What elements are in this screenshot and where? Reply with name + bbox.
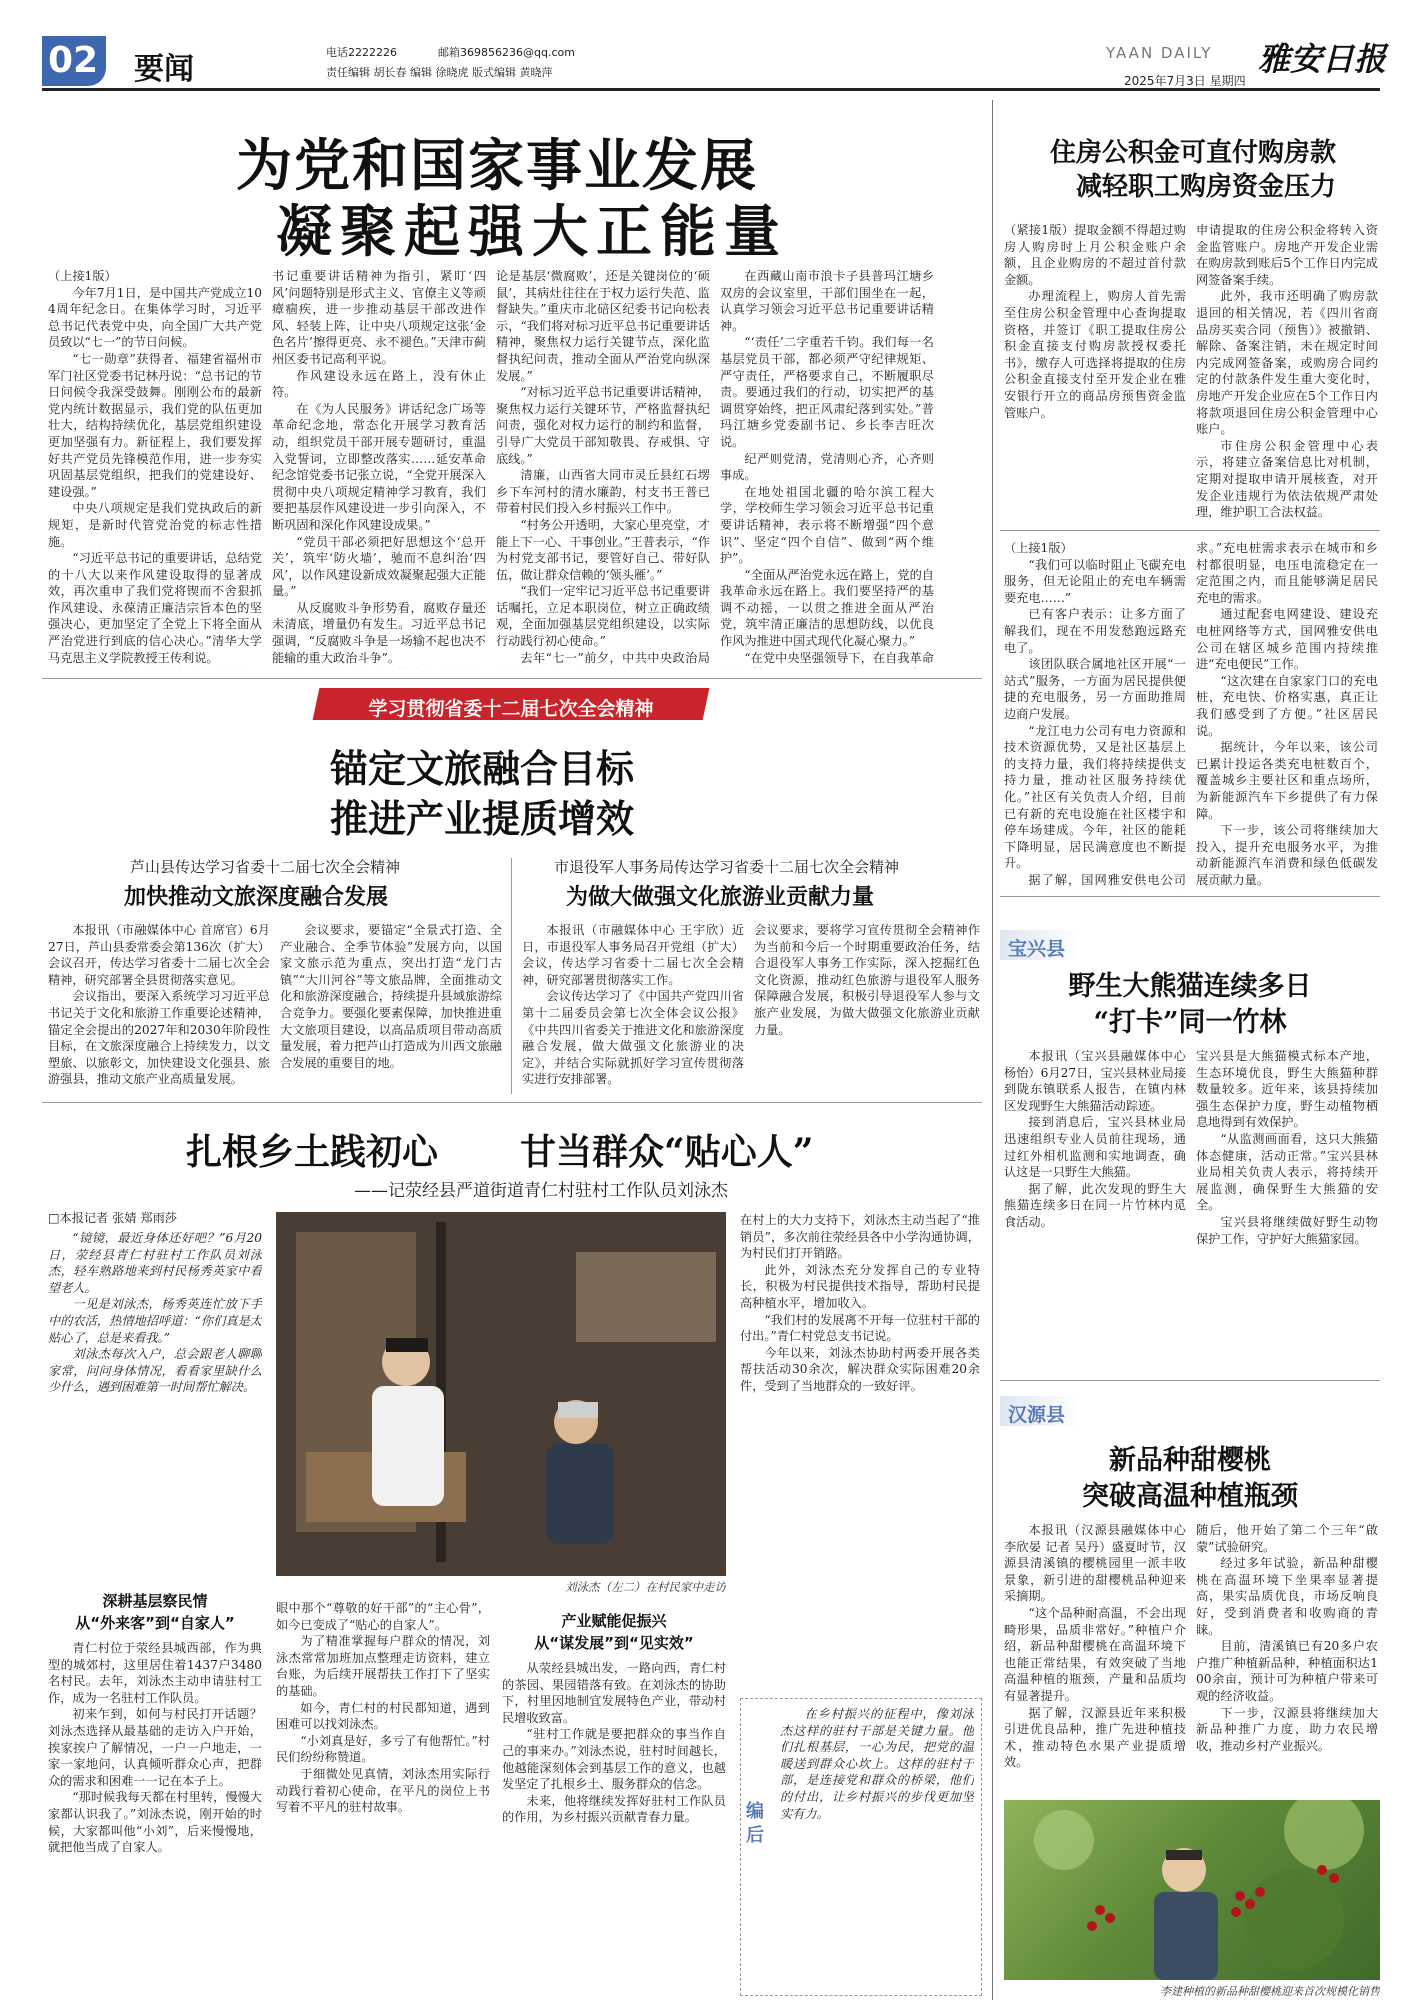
a5-column-1: 青仁村位于荥经县城西部，作为典型的城郊村，这里居住着1437户3480名村民。去年，刘泳杰主动申请驻村工作，成为一名驻村工作队员。 初来乍到，如何与村民打开话题？刘泳杰选择从最基础的走访入户开始，挨家挨户了解情况，一户一户地走，一家一家地问，认真倾听群众心声，把群众的需求和困难一一记在本子上。 “那时候我每天都在村里转，慢慢大家都认识我了。”刘泳杰说，刚开始的时候，大家都叫他“小刘”，后来慢慢地，就把他当成了自家人。	[48, 1641, 262, 1855]
a5-section2-head-a: 产业赋能促振兴	[561, 1612, 667, 1630]
a7-column-1: 本报讯（汉源县融媒体中心 李欣晏 记者 吴丹）盛夏时节，汉源县清溪镇的樱桃园里一派丰收景象，新引进的甜樱桃品种迎来采摘期。 “这个品种耐高温，不会出现畸形果，品质非常好。”种植户介绍，新品种甜樱桃在高温环境下也能正常结果，有效突破了当地高温种植的瓶颈，产量和品质均有显著提升。 据了解，汉源县近年来积极引进优良品种，推广先进种植技术，推动特色水果产业提质增效。	[1004, 1523, 1186, 1770]
a4-left-headline: 加快推动文旅深度融合发展	[124, 884, 389, 910]
a5-lead: “镜镜，最近身体还好吧？”6月20日，荥经县青仁村驻村工作队员刘泳杰，轻车熟路地来到村民杨秀英家中看望老人。 一见是刘泳杰，杨秀英连忙放下手中的农活，热情地招呼道：“你们真是太贴心了，总是来看我。” 刘泳杰每次入户，总会跟老人聊聊家常，问问身体情况，看看家里缺什么少什么，遇到困难第一时间帮忙解决。	[48, 1231, 262, 1395]
phone: 电话2222226	[326, 46, 397, 59]
a6-headline-line1: 野生大熊猫连续多日	[1068, 971, 1312, 1002]
a1-column-4: 在西藏山南市浪卡子县普玛江塘乡双房的会议室里，干部们围坐在一起，认真学习领会习近平总书记重要讲话精神。 “‘责任’二字重若千钧。我们每一名基层党员干部，都必须严守纪律规矩、严守责任，严格要求自己，不断履职尽责。要通过我们的行动，切实把严的基调贯穿始终，把正风肃纪落到实处。”普玛江塘乡党委副书记、乡长李吉旺次说。 纪严则党清，党清则心齐，心齐则事成。 在地处祖国北疆的哈尔滨工程大学，学校师生学习领会习近平总书记重要讲话精神，表示将不断增强“四个意识”、坚定“四个自信”、做到“两个维护”。 “全面从严治党永远在路上，党的自我革命永远在路上。我们要坚持严的基调不动摇，一以贯之推进全面从严治党，筑牢清正廉洁的思想防线，以优良作风为推进中国式现代化凝心聚力。” “在党中央坚强领导下，在自我革命	[720, 269, 934, 665]
page-number: 02	[48, 40, 99, 81]
a5-section1-head-a: 深耕基层察民情	[102, 1592, 208, 1610]
a5-editor-note-label: 编后	[746, 1801, 764, 1846]
a7-photo-caption: 李建种植的新品种甜樱桃迎来首次规模化销售	[1160, 1985, 1380, 1998]
a2-column-1: （紧接1版）提取金额不得超过购房人购房时上月公积金账户余额，且企业购房的不超过首付款金额。 办理流程上，购房人首先需至住房公积金管理中心查询提取资格，并签订《职工提取住房公积金直接支付购房款授权委托书》，缴存人可选择将提取的住房公积金直接支付至开发企业在雅安银行开立的商品房预售资金监管账户。	[1004, 223, 1186, 420]
a3-bottom-rule	[1000, 896, 1380, 897]
a7-place: 汉源县	[1008, 1404, 1066, 1426]
a1-column-3: 论是基层‘微腐败’，还是关键岗位的‘硕鼠’，其病灶往往在于权力运行失范、监督缺失。”重庆市北碚区纪委书记向松表示，“我们将对标习近平总书记重要讲话精神，聚焦权力运行关键节点，深化监督执纪问责，推动全面从严治党向纵深发展。” “对标习近平总书记重要讲话精神，聚焦权力运行关键环节，严格监督执纪问责，强化对权力运行的制约和监督，引导广大党员干部知敬畏、存戒惧、守底线。” 清廉，山西省大同市灵丘县红石塄乡下车河村的清水廉韵，村支书王普已带着村民们投入乡村振兴工作中。 “村务公开透明，大家心里亮堂，才能上下一心、干事创业。”王普表示，“作为村党支部书记，要管好自己、带好队伍，做让群众信赖的‘领头雁’。” “我们一定牢记习近平总书记重要讲话嘱托，立足本职岗位，树立正确政绩观，全面加强基层党组织建设，以实际行动践行初心使命。” 去年“七一”前夕，中共中央政治局	[496, 269, 710, 665]
village-visit-illustration	[276, 1212, 726, 1576]
a5-column-4: 从荥经县城出发，一路向西，青仁村的茶园、果园错落有致。在刘泳杰的协助下，村里因地制宜发展特色产业，带动村民增收致富。 “驻村工作就是要把群众的事当作自己的事来办。”刘泳杰说，驻村时间越长，他越能深刻体会到基层工作的意义，也越发坚定了扎根乡土、服务群众的信念。 未来，他将继续发挥好驻村工作队员的作用，为乡村振兴贡献青春力量。	[502, 1661, 726, 1825]
a2-headline-line1: 住房公积金可直付购房款	[1050, 138, 1337, 168]
masthead-rule	[42, 88, 1380, 91]
a1-headline-line2: 凝聚起强大正能量	[276, 199, 788, 265]
paper-name-en: YAAN DAILY	[1106, 44, 1213, 62]
a5-photo-caption: 刘泳杰（左二）在村民家中走访	[565, 1580, 726, 1594]
a5-subtitle: ——记荥经县严道街道青仁村驻村工作队员刘泳杰	[354, 1181, 728, 1201]
a3-column-2: 求。”充电桩需求表示在城市和乡村都很明显，电压电流稳定在一定范围之内，而且能够满足居民充电的需求。 通过配套电网建设、建设充电桩网络等方式，国网雅安供电公司在辖区城乡范围内持续推进“充电便民”工作。 “这次建在自家家门口的充电桩，充电快、价格实惠，真正让我们感受到了方便。”社区居民说。 据统计，今年以来，该公司已累计投运各类充电桩数百个，覆盖城乡主要社区和重点场所，为新能源汽车下乡提供了有力保障。 下一步，该公司将继续加大投入，提升充电服务水平，为推动新能源汽车消费和绿色低碳发展贡献力量。	[1196, 541, 1378, 887]
cherry-scene-illustration	[1004, 1800, 1380, 1980]
a7-headline-line2: 突破高温种植瓶颈	[1082, 1481, 1298, 1512]
a4-banner-text: 学习贯彻省委十二届七次全会精神	[368, 698, 654, 720]
a4-right-column-2: 会议要求，要将学习宣传贯彻全会精神作为当前和今后一个时期重要政治任务，结合退役军人事务工作实际，深入挖掘红色文化资源，推动红色旅游与退役军人服务保障融合发展，积极引导退役军人参与文旅产业发展，为做大做强文化旅游业贡献力量。	[754, 923, 980, 1037]
a2-headline-line2: 减轻职工购房资金压力	[1076, 172, 1337, 202]
vertical-divider-right	[992, 100, 993, 2000]
a6-column-2: 宝兴县是大熊猫模式标本产地，生态环境优良，野生大熊猫种群数量较多。近年来，该县持续加强生态保护力度，野生动植物栖息地得到有效保护。 “从监测画面看，这只大熊猫体态健康，活动正常。”宝兴县林业局相关负责人表示，将持续开展监测，确保野生大熊猫的安全。 宝兴县将继续做好野生动物保护工作，守护好大熊猫家园。	[1196, 1049, 1378, 1246]
a4-left-column-2: 会议要求，要锚定“全景式打造、全产业融合、全季节体验”发展方向，以国家文旅示范为重点，突出打造“龙门古镇”“大川河谷”等文旅品牌，全面推动文化和旅游深度融合，持续提升县域旅游综合竞争力。要强化要素保障，加快推进重大文旅项目建设，以高品质项目带动高质量发展，着力把芦山打造成为川西文旅融合发展的重要目的地。	[280, 923, 502, 1070]
email: 邮箱369856236@qq.com	[438, 46, 575, 59]
a4-right-headline: 为做大做强文化旅游业贡献力量	[566, 884, 875, 910]
section-title: 要闻	[134, 52, 194, 87]
a4-right-column-1: 本报讯（市融媒体中心 王宇欣）近日，市退役军人事务局召开党组（扩大）会议，传达学习省委十二届七次全会精神，研究部署贯彻落实工作。 会议传达学习了《中国共产党四川省第十二届委员会第七次全体会议公报》《中共四川省委关于推进文化和旅游深度融合发展，做大做强文化旅游业的决定》，并结合实际就抓好学习宣传贯彻落实进行安排部署。	[522, 923, 744, 1087]
a2-bottom-rule	[1000, 530, 1380, 531]
a2-column-2: 申请提取的住房公积金将转入资金监管账户。房地产开发企业需在购房款到账后5个工作日内完成网签备案手续。 此外，我市还明确了购房款退回的相关情况，若《四川省商品房买卖合同（预售）》被撤销、解除、备案注销，未在规定时间内完成网签备案，或购房合同约定的付款条件发生重大变化时，房地产开发企业应在5个工作日内将款项退回住房公积金管理中心账户。 市住房公积金管理中心表示，将建立备案信息比对机制，定期对提取申请开展核查，对开发企业违规行为依法依规严肃处理，维护职工合法权益。	[1196, 223, 1378, 520]
a4-right-subtitle: 市退役军人事务局传达学习省委十二届七次全会精神	[554, 858, 900, 876]
a5-editor-note-text: 在乡村振兴的征程中，像刘泳杰这样的驻村干部是关键力量。他们扎根基层，一心为民，把党的温暖送到群众心坎上。这样的驻村干部，是连接党和群众的桥梁，他们的付出，让乡村振兴的步伐更加坚实有力。	[780, 1707, 974, 1821]
a5-feature-photo	[276, 1212, 726, 1576]
a5-column-2: 眼中那个“尊敬的好干部”的“主心骨”，如今已变成了“贴心的自家人”。 为了精准掌握每户群众的情况，刘泳杰常常加班加点整理走访资料，建立台账，为后续开展帮扶工作打下了坚实的基础。 如今，青仁村的村民都知道，遇到困难可以找刘泳杰。 “小刘真是好，多亏了有他帮忙。”村民们纷纷称赞道。 于细微处见真情，刘泳杰用实际行动践行着初心使命，在平凡的岗位上书写着不平凡的驻村故事。	[276, 1601, 490, 1815]
a5-headline-part1: 扎根乡土践初心	[186, 1131, 439, 1173]
a7-cherry-photo	[1004, 1800, 1380, 1980]
a6-headline-line2: “打卡”同一竹林	[1093, 1007, 1287, 1038]
a4-left-subtitle: 芦山县传达学习省委十二届七次全会精神	[130, 858, 401, 876]
a5-section1-head-b: 从“外来客”到“自家人”	[75, 1614, 235, 1632]
a1-column-2: 书记重要讲话精神为指引，紧盯‘四风’问题特别是形式主义、官僚主义等顽瘴痼疾，进一步推动基层干部改进作风、轻装上阵，让中央八项规定这张‘金色名片’擦得更亮、永不褪色。”天津市蓟州区委书记高利平说。 作风建设永远在路上，没有休止符。 在《为人民服务》讲话纪念广场等革命纪念地，常态化开展学习教育活动，组织党员干部开展专题研讨，重温入党誓词，立即整改落实……延安革命纪念馆党委书记张立说，“全党开展深入贯彻中央八项规定精神学习教育，我们要把基层作风建设进一步引向深入，不断巩固和深化作风建设成果。” “党员干部必须把好思想这个‘总开关’，筑牢‘防火墙’，驰而不息纠治‘四风’，以作风建设新成效凝聚起强大正能量。” 从反腐败斗争形势看，腐败存量还未清底，增量仍有发生。习近平总书记强调，“反腐败斗争是一场输不起也决不能输的重大政治斗争”。	[272, 269, 486, 665]
a4-left-column-1: 本报讯（市融媒体中心 首席官）6月27日，芦山县委常委会第136次（扩大）会议召开，传达学习省委十二届七次全会精神，研究部署全县贯彻落实意见。 会议指出，要深入系统学习习近平总书记关于文化和旅游工作重要论述精神，锚定全会提出的2027年和2030年阶段性目标，在文旅深度融合上持续发力，以文塑旅、以旅彰文，加快建设文化强县、旅游强县，推动文旅产业高质量发展。	[48, 923, 270, 1087]
a4-center-divider	[511, 858, 512, 1094]
a4-bottom-rule	[42, 1102, 982, 1103]
a6-place: 宝兴县	[1008, 938, 1066, 960]
a6-bottom-rule	[1000, 1380, 1380, 1381]
a1-column-1: （上接1版） 今年7月1日，是中国共产党成立104周年纪念日。在集体学习时，习近平总书记代表党中央，向全国广大共产党员致以“七一”的节日问候。 “七一勋章”获得者、福建省福州市军门社区党委书记林丹说：“总书记的节日问候令我深受鼓舞。刚刚公布的最新党内统计数据显示，我们党的队伍更加壮大，结构持续优化，基层党组织建设更加坚强有力。新征程上，我们要发挥好共产党员先锋模范作用，进一步夯实巩固基层党组织，把我们的党建设好、建设强。” 中央八项规定是我们党执政后的新规矩，是新时代管党治党的标志性措施。 “习近平总书记的重要讲话，总结党的十八大以来作风建设取得的显著成效，再次重申了我们党将锲而不舍狠抓作风建设、永葆清正廉洁宗旨本色的坚强决心，更加坚定了全党上下将全面从严治党进行到底的信心决心。”清华大学马克思主义学院教授王传利说。	[48, 269, 262, 665]
a4-headline-line2: 推进产业提质增效	[330, 796, 635, 841]
a4-headline-line1: 锚定文旅融合目标	[330, 746, 635, 791]
editors-line: 责任编辑 胡长春 编辑 徐晓虎 版式编辑 黄晓萍	[326, 66, 553, 79]
issue-date: 2025年7月3日 星期四	[1124, 74, 1246, 88]
a6-column-1: 本报讯（宝兴县融媒体中心 杨怡）6月27日，宝兴县林业局接到陇东镇联系人报告，在镇内林区发现野生大熊猫活动踪迹。 接到消息后，宝兴县林业局迅速组织专业人员前往现场，通过红外相机监测和实地调查，确认这是一只野生大熊猫。 据了解，此次发现的野生大熊猫连续多日在同一片竹林内觅食活动。	[1004, 1049, 1186, 1229]
paper-logo: 雅安日报	[1258, 40, 1387, 78]
a7-column-2: 随后，他开始了第二个三年“啟蒙”试验研究。 经过多年试验，新品种甜樱桃在高温环境下坐果率显著提高，果实品质优良，市场反响良好，受到消费者和收购商的青睐。 目前，清溪镇已有20多户农户推广种植新品种，种植面积达100余亩，预计可为种植户带来可观的经济收益。 下一步，汉源县将继续加大新品种推广力度，助力农民增收，推动乡村产业振兴。	[1196, 1523, 1378, 1753]
a3-column-1: （上接1版） “我们可以临时阻止飞碳充电服务，但无论阻止的充电车辆需要充电……” 已有客户表示：让多方面了解我们，现在不用发愁跑远路充电了。 该团队联合属地社区开展“一站式”服务，一方面为居民提供便捷的充电服务，另一方面助推周边商户发展。 “龙江电力公司有电力资源和技术资源优势，又是社区基层上的支持力量，我们将持续提供支持力量，推动社区服务持续优化。”社区有关负责人介绍，目前已有新的充电设施在社区楼宇和停车场建成。今年，社区的能耗下降明显，居民满意度也不断提升。 据了解，国网雅安供电公司	[1004, 541, 1186, 887]
a5-column-3: 在村上的大力支持下，刘泳杰主动当起了“推销员”，多次前往荥经县各中小学沟通协调，为村民们打开销路。 此外，刘泳杰充分发挥自己的专业特长，积极为村民提供技术指导，帮助村民提高种植水平，增加收入。 “我们村的发展离不开每一位驻村干部的付出。”青仁村党总支书记说。 今年以来，刘泳杰协助村两委开展各类帮扶活动30余次，解决群众实际困难20余件，受到了当地群众的一致好评。	[740, 1213, 980, 1393]
a5-section2-head-b: 从“谋发展”到“见实效”	[534, 1634, 694, 1652]
a7-headline-line1: 新品种甜樱桃	[1109, 1445, 1271, 1476]
a5-byline: □本报记者 张婧 郑雨莎	[48, 1211, 177, 1225]
a5-headline-part2: 甘当群众“贴心人”	[520, 1131, 814, 1173]
a4-top-rule	[42, 678, 982, 679]
a1-headline-line1: 为党和国家事业发展	[236, 133, 758, 199]
